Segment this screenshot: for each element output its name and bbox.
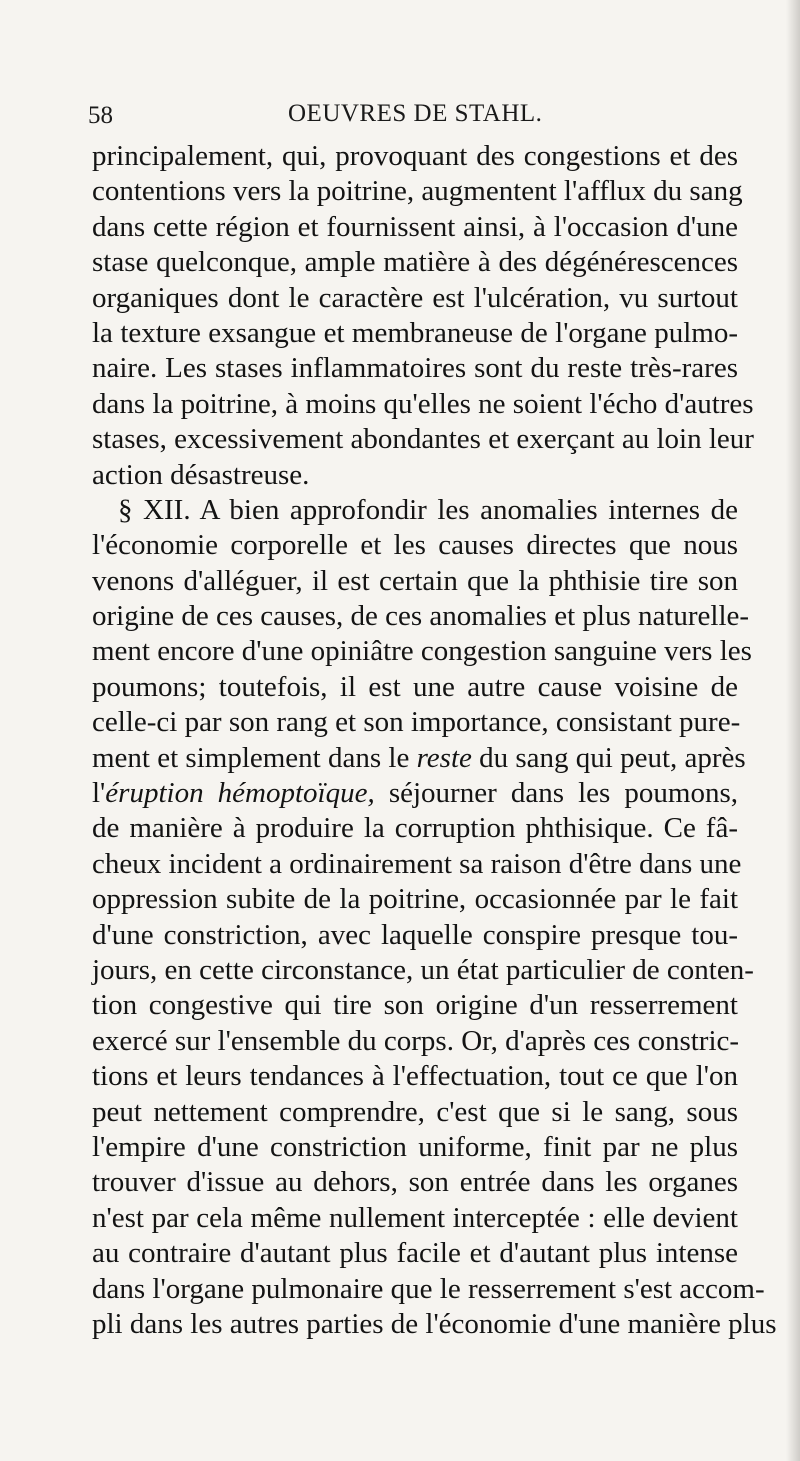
text-line: tions et leurs tendances à l'effectuation, tout ce que l'on	[92, 1060, 738, 1093]
text-line: ment encore d'une opiniâtre congestion sanguine vers les	[92, 635, 752, 668]
italic-term: reste	[416, 741, 472, 774]
text-line: venons d'alléguer, il est certain que la phthisie tire son	[92, 564, 738, 597]
text-line: organiques dont le caractère est l'ulcération, vu surtout	[92, 281, 738, 314]
page-header	[88, 100, 738, 140]
text-line: stase quelconque, ample matière à des dégénérescences	[92, 246, 738, 279]
running-title: OEUVRES DE STAHL.	[288, 100, 543, 127]
text-line: tion congestive qui tire son origine d'un resserrement	[92, 989, 738, 1022]
text-line: exercé sur l'ensemble du corps. Or, d'après ces constric-	[92, 1024, 740, 1057]
text-line: cheux incident a ordinairement sa raison d'être dans une	[92, 847, 742, 880]
text-line: oppression subite de la poitrine, occasionnée par le fait	[92, 883, 738, 916]
text-line: dans l'organe pulmonaire que le resserrement s'est accom-	[92, 1272, 765, 1305]
text-line: dans cette région et fournissent ainsi, à l'occasion d'une	[92, 210, 738, 243]
text-segment: l'	[92, 777, 106, 810]
text-line: l'économie corporelle et les causes directes que nous	[92, 529, 738, 562]
text-line: naire. Les stases inflammatoires sont du reste très-rares	[92, 352, 738, 385]
text-segment: ment et simplement dans le	[92, 741, 410, 774]
italic-term: éruption hémoptoïque,	[105, 777, 375, 810]
text-line: n'est par cela même nullement interceptée : elle devient	[92, 1201, 738, 1234]
text-line: origine de ces causes, de ces anomalies et plus naturelle-	[92, 600, 750, 633]
text-line: jours, en cette circonstance, un état particulier de conten-	[92, 953, 754, 986]
text-line-with-italic	[92, 741, 746, 776]
text-line: la texture exsangue et membraneuse de l'organe pulmo-	[92, 316, 738, 349]
text-line: contentions vers la poitrine, augmentent l'afflux du sang	[92, 175, 743, 208]
text-segment: séjourner dans les poumons,	[388, 777, 738, 810]
text-line: action désastreuse.	[92, 458, 310, 491]
text-line: peut nettement comprendre, c'est que si le sang, sous	[92, 1095, 738, 1128]
text-line: poumons; toutefois, il est une autre cause voisine de	[92, 670, 738, 703]
text-line: principalement, qui, provoquant des congestions et des	[92, 140, 738, 172]
text-line: pli dans les autres parties de l'économie d'une manière plus	[92, 1307, 777, 1340]
body-text	[92, 139, 777, 1342]
page-number: 58	[88, 102, 113, 129]
section-heading-line: § XII. A bien approfondir les anomalies internes de	[118, 493, 738, 526]
text-line: l'empire d'une constriction uniforme, finit par ne plus	[92, 1130, 738, 1163]
text-line: de manière à produire la corruption phthisique. Ce fâ-	[92, 812, 738, 845]
text-line: au contraire d'autant plus facile et d'autant plus intense	[92, 1237, 738, 1270]
text-segment: du sang qui peut, après	[479, 741, 746, 774]
text-line: stases, excessivement abondantes et exerçant au loin leur	[92, 423, 754, 456]
text-line: trouver d'issue au dehors, son entrée dans les organes	[92, 1166, 738, 1199]
text-line-with-italic	[92, 776, 738, 811]
text-line: dans la poitrine, à moins qu'elles ne soient l'écho d'autres	[92, 387, 754, 420]
text-line: celle-ci par son rang et son importance, consistant pure-	[92, 706, 741, 739]
text-line: d'une constriction, avec laquelle conspire presque tou-	[92, 918, 738, 951]
